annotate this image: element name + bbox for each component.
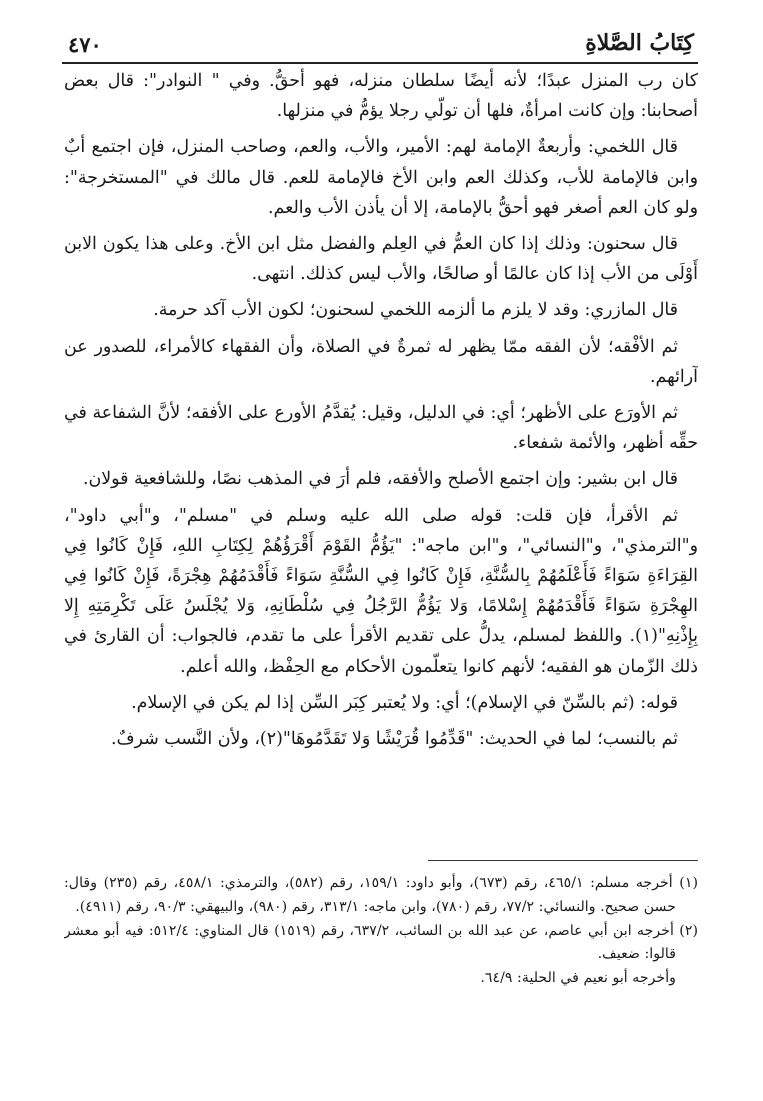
page-header	[62, 28, 698, 66]
paragraph: قال المازري: وقد لا يلزم ما ألزمه اللخمي لسحنون؛ لكون الأب آكد حرمة.	[153, 300, 678, 321]
paragraph: ثم الأفْقه؛ لأن الفقه ممّا يظهر له ثمرةٌ في الصلاة، وأن الفقهاء كالأمراء، للصدور عن آرائهم.	[64, 336, 698, 387]
footnote-continuation: وأخرجه أبو نعيم في الحلية: ٦٤/٩.	[480, 970, 676, 987]
footnote-separator	[428, 860, 698, 861]
header-rule	[62, 62, 698, 64]
paragraph: قال اللخمي: وأربعةٌ الإمامة لهم: الأمير، والأب، والعم، وصاحب المنزل، فإن اجتمع أبٌ وابن فالإمامة للأب، وكذلك العم وابن الأخ فالإمامة للعم. قال مالك في "المستخرجة": ولو كان العم أصغر فهو أحقُّ بالإمامة، إلا أن يأذن الأب والعم.	[64, 137, 698, 218]
paragraph: ثم الأقرأ، فإن قلت: قوله صلى الله عليه وسلم في "مسلم"، و"أبي داود"، و"الترمذي"، و"النسائي"، و"ابن ماجه": "يَؤُمُّ القَوْمَ أَقْرَؤُهُمْ لِكِتَابِ اللهِ، فَإِنْ كَانُوا فِي القِرَاءَةِ سَوَاءً فَأَعْلَمُهُمْ بِالسُّنَّةِ، فَإِنْ كَانُوا فِي السُّنَّةِ سَوَاءً فَأَقْدَمُهُمْ هِجْرَةً، فَإِنْ كَانُوا فِي الهِجْرَةِ سَوَاءً فَأَقْدَمُهُمْ إِسْلامًا، وَلا يَؤُمُّ الرَّجُلُ فِي سُلْطَانِهِ، وَلا يُجْلَسُ عَلَى تَكْرِمَتِهِ إِلا بِإِذْنِهِ"(١). واللفظ لمسلم، يدلُّ على تقديم الأقرأ على ما تقدم، فالجواب: أن القارئ في ذلك الزّمان هو الفقيه؛ لأنهم كانوا يتعلّمون الأحكام مع الحِفْظ، والله أعلم.	[64, 505, 698, 677]
paragraph: قال ابن بشير: وإن اجتمع الأصلح والأفقه، فلم أرَ في المذهب نصًا، وللشافعية قولان.	[82, 469, 678, 490]
paragraph: ثم بالنسب؛ لما في الحديث: "قَدِّمُوا قُرَيْشًا وَلا تَقَدَّمُوهَا"(٢)، ولأن النَّسب شرفٌ.	[110, 729, 678, 750]
footnotes	[64, 872, 698, 1072]
running-title: كِتَابُ الصَّلاةِ	[585, 30, 694, 56]
paragraph: قوله: (ثم بالسِّنّ في الإسلام)؛ أي: ولا يُعتبر كِبَر السِّن إذا لم يكن في الإسلام.	[131, 692, 678, 713]
footnote: (١) أخرجه مسلم: ٤٦٥/١، رقم (٦٧٣)، وأبو داود: ١٥٩/١، رقم (٥٨٢)، والترمذي: ٤٥٨/١، رقم (٢٣٥) وقال: حسن صحيح. والنسائي: ٧٧/٢، رقم (٧٨٠)، وابن ماجه: ٣١٣/١، رقم (٩٨٠)، والبيهقي: ٩٠/٣، رقم (٤٩١١).	[64, 875, 698, 915]
paragraph: كان رب المنزل عبدًا؛ لأنه أيضًا سلطان منزله، فهو أحقُّ. وفي " النوادر": قال بعض أصحابنا: وإن كانت امرأةٌ، فلها أن تولّي رجلا يؤمُّ في منزلها.	[64, 71, 698, 122]
footnote: (٢) أخرجه ابن أبي عاصم، عن عبد الله بن السائب، ٦٣٧/٢، رقم (١٥١٩) قال المناوي: ٥١٢/٤: فيه أبو معشر قالوا: ضعيف.	[64, 922, 698, 963]
paragraph: ثم الأورَع على الأظهر؛ أي: في الدليل، وقيل: يُقدَّمُ الأورع على الأفقه؛ لأنَّ الشفاعة في حقِّه أظهر، والأئمة شفعاء.	[64, 403, 698, 454]
page-number: ٤٧٠	[68, 32, 102, 57]
main-text	[64, 66, 698, 796]
paragraph: قال سحنون: وذلك إذا كان العمُّ في العِلم والفضل مثل ابن الأخ. وعلى هذا يكون الابن أَوْلَى من الأب إذا كان عالمًا أو صالحًا، والأب ليس كذلك. انتهى.	[64, 234, 698, 285]
